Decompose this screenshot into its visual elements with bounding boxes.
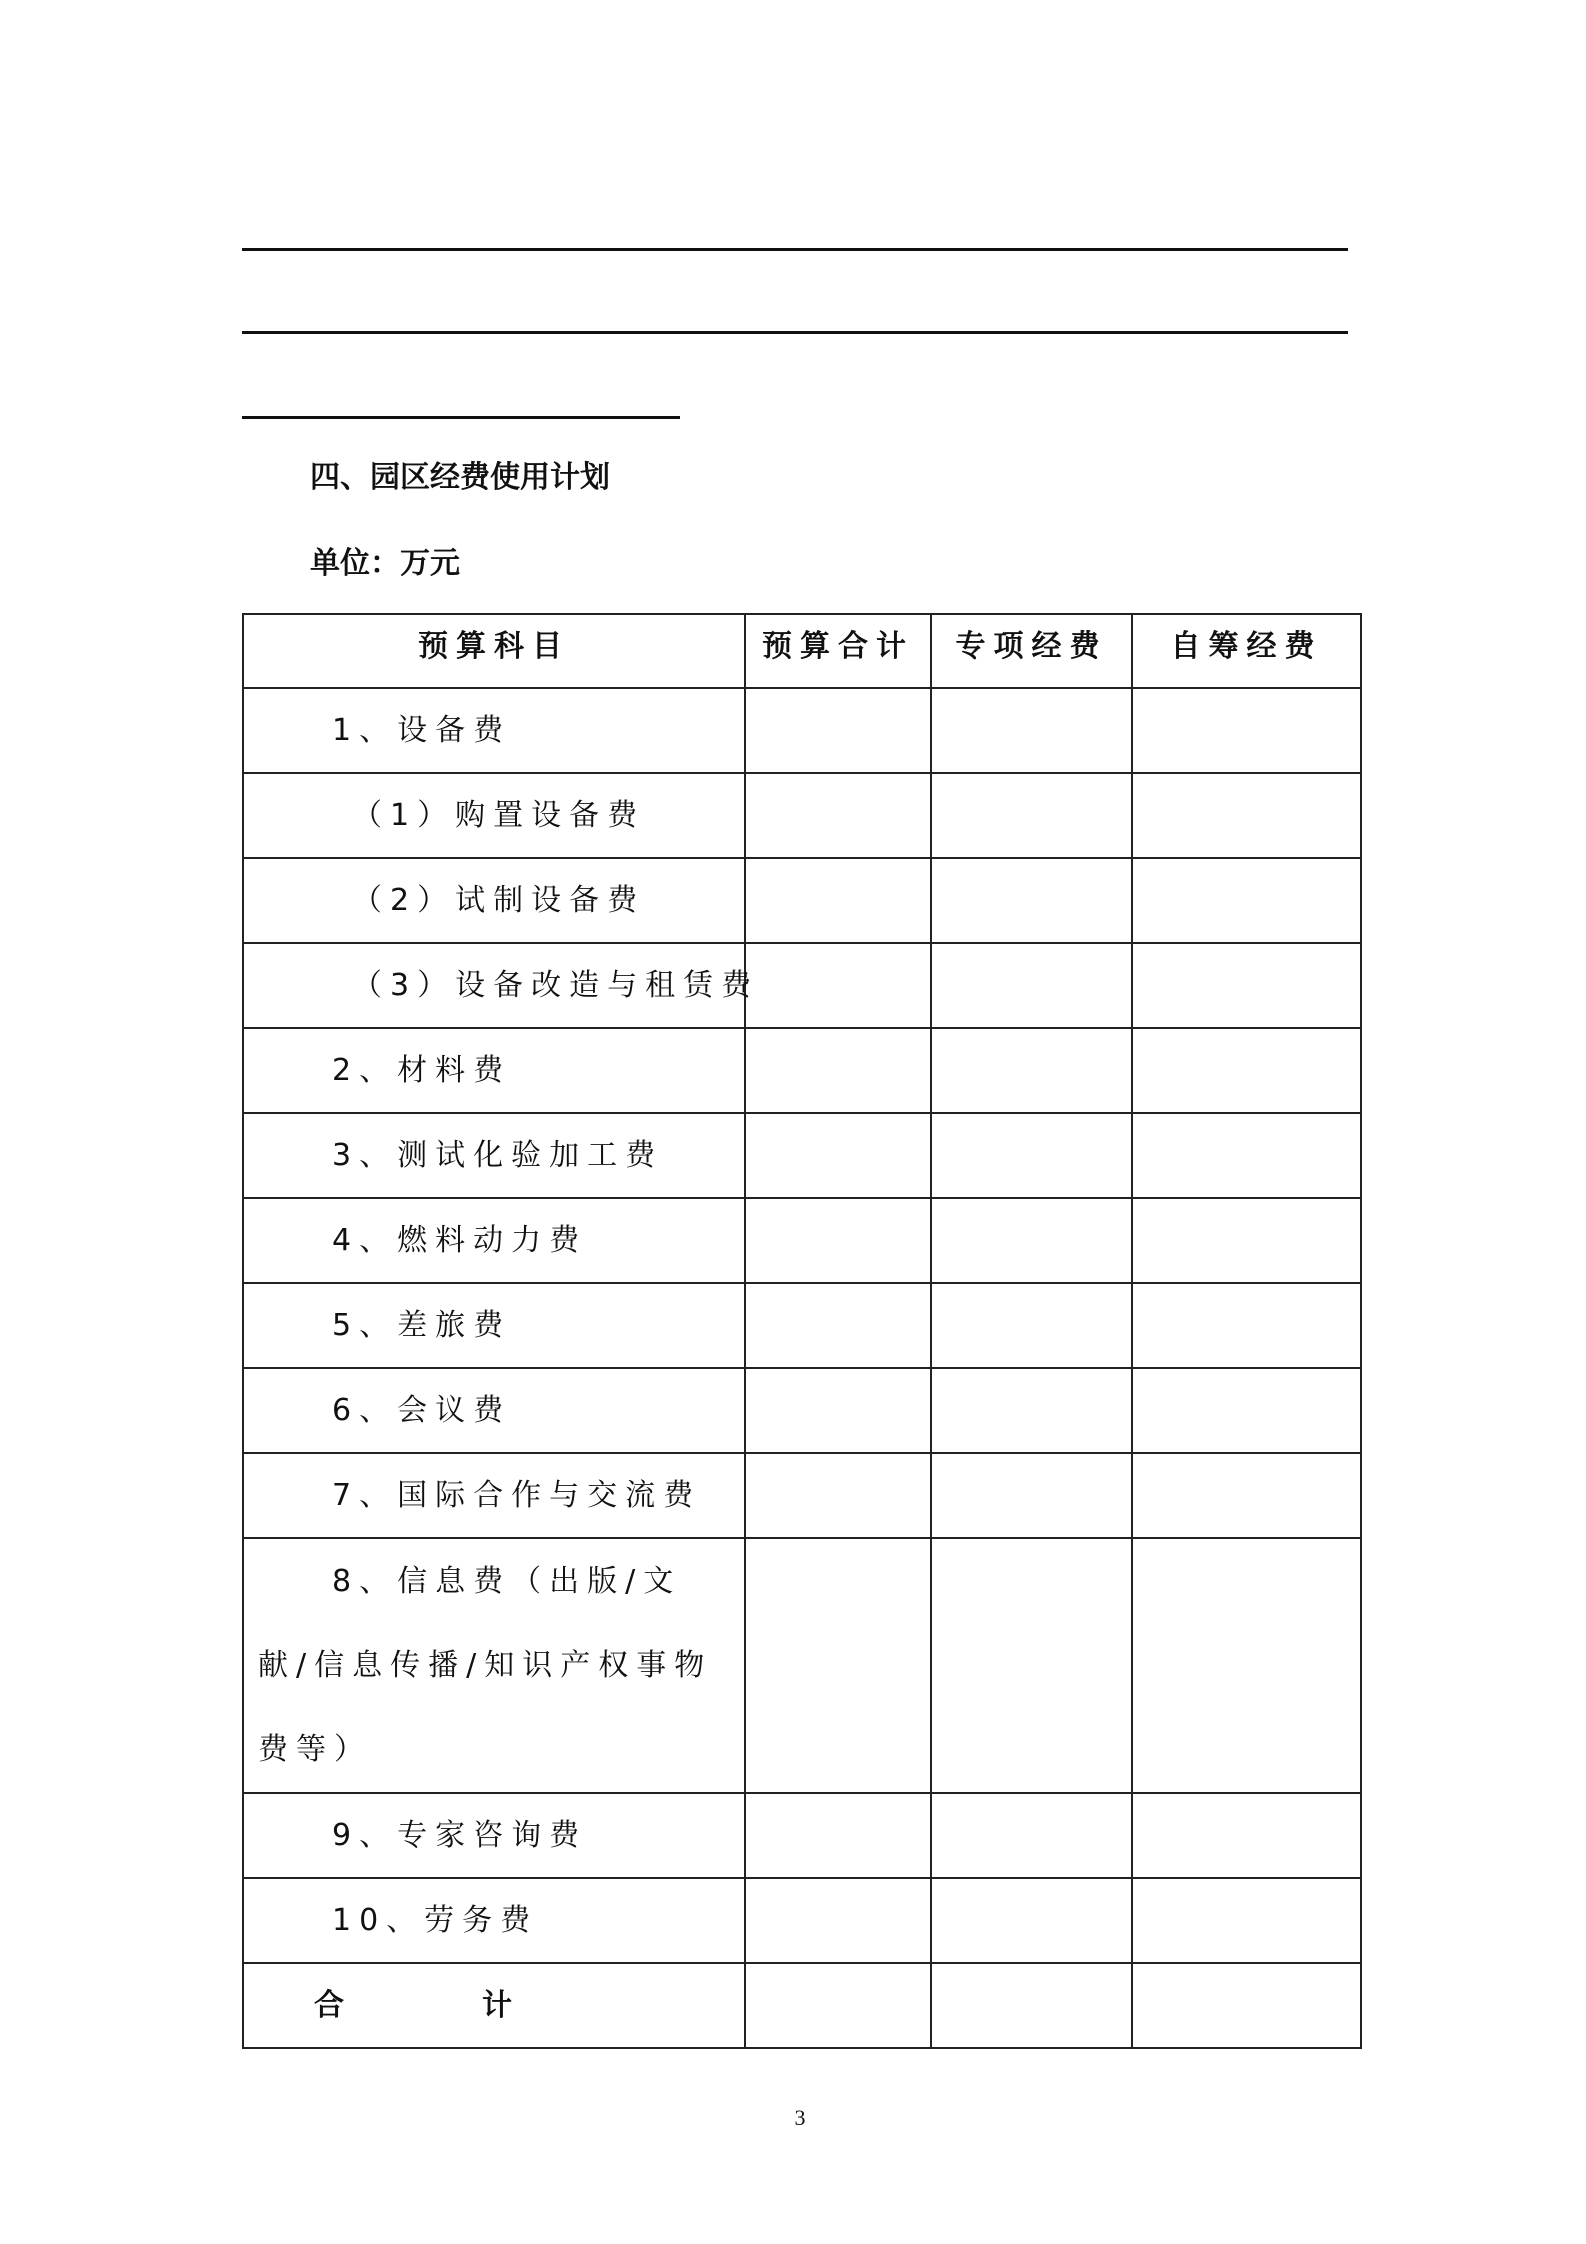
row-item-label-wrapper — [243, 1538, 745, 1793]
header-budget-item: 预算科目 — [243, 614, 745, 688]
table-row — [243, 688, 1361, 773]
table-row — [243, 1538, 1361, 1793]
table-row — [243, 943, 1361, 1028]
self-raised-cell[interactable] — [1132, 1113, 1361, 1198]
special-funds-cell[interactable] — [931, 1963, 1132, 2048]
row-item-label: （2）试制设备费 — [243, 858, 745, 943]
budget-total-cell[interactable] — [745, 1198, 931, 1283]
header-special-funds: 专项经费 — [931, 614, 1132, 688]
budget-total-cell[interactable] — [745, 858, 931, 943]
row-item-label: 7、国际合作与交流费 — [243, 1453, 745, 1538]
page-number: 3 — [794, 2105, 806, 2130]
row-item-label: 4、燃料动力费 — [243, 1198, 745, 1283]
header-self-raised-funds: 自筹经费 — [1132, 614, 1361, 688]
unit-label: 单位：万元 — [310, 546, 460, 581]
budget-total-cell[interactable] — [745, 688, 931, 773]
total-label-right: 计 — [482, 1987, 520, 2023]
special-funds-cell[interactable] — [931, 1453, 1132, 1538]
table-row — [243, 1283, 1361, 1368]
budget-total-cell[interactable] — [745, 1028, 931, 1113]
fill-in-line-3 — [242, 416, 680, 419]
special-funds-cell[interactable] — [931, 773, 1132, 858]
self-raised-cell[interactable] — [1132, 858, 1361, 943]
total-label — [243, 1963, 745, 2048]
table-row — [243, 1453, 1361, 1538]
special-funds-cell[interactable] — [931, 688, 1132, 773]
fill-in-line-2 — [242, 331, 1348, 334]
row-item-label: （3）设备改造与租赁费 — [243, 943, 745, 1028]
special-funds-cell[interactable] — [931, 858, 1132, 943]
row-item-label: 6、会议费 — [243, 1368, 745, 1453]
special-funds-cell[interactable] — [931, 1198, 1132, 1283]
budget-total-cell[interactable] — [745, 1368, 931, 1453]
table-row — [243, 773, 1361, 858]
table-row — [243, 1198, 1361, 1283]
self-raised-cell[interactable] — [1132, 1538, 1361, 1793]
budget-total-cell[interactable] — [745, 1283, 931, 1368]
table-header-row — [243, 614, 1361, 688]
row-item-label: （1）购置设备费 — [243, 773, 745, 858]
special-funds-cell[interactable] — [931, 943, 1132, 1028]
table-row — [243, 1793, 1361, 1878]
table-row — [243, 1113, 1361, 1198]
total-row — [243, 1963, 1361, 2048]
self-raised-cell[interactable] — [1132, 1793, 1361, 1878]
special-funds-cell[interactable] — [931, 1793, 1132, 1878]
special-funds-cell[interactable] — [931, 1878, 1132, 1963]
self-raised-cell[interactable] — [1132, 1878, 1361, 1963]
budget-total-cell[interactable] — [745, 943, 931, 1028]
self-raised-cell[interactable] — [1132, 773, 1361, 858]
self-raised-cell[interactable] — [1132, 1198, 1361, 1283]
row-item-label: 8、信息费（出版/文献/信息传播/知识产权事物费等） — [258, 1563, 713, 1767]
section-heading: 四、园区经费使用计划 — [310, 460, 610, 495]
total-label-left: 合 — [314, 1987, 352, 2023]
special-funds-cell[interactable] — [931, 1538, 1132, 1793]
budget-total-cell[interactable] — [745, 773, 931, 858]
budget-total-cell[interactable] — [745, 1453, 931, 1538]
row-item-label: 10、劳务费 — [243, 1878, 745, 1963]
row-item-label: 5、差旅费 — [243, 1283, 745, 1368]
special-funds-cell[interactable] — [931, 1028, 1132, 1113]
budget-total-cell[interactable] — [745, 1113, 931, 1198]
row-item-label: 2、材料费 — [243, 1028, 745, 1113]
table-row — [243, 858, 1361, 943]
row-item-label: 3、测试化验加工费 — [243, 1113, 745, 1198]
special-funds-cell[interactable] — [931, 1283, 1132, 1368]
header-budget-total: 预算合计 — [745, 614, 931, 688]
table-row — [243, 1878, 1361, 1963]
self-raised-cell[interactable] — [1132, 1453, 1361, 1538]
table-row — [243, 1368, 1361, 1453]
budget-total-cell[interactable] — [745, 1793, 931, 1878]
self-raised-cell[interactable] — [1132, 1283, 1361, 1368]
self-raised-cell[interactable] — [1132, 1028, 1361, 1113]
budget-total-cell[interactable] — [745, 1538, 931, 1793]
special-funds-cell[interactable] — [931, 1113, 1132, 1198]
self-raised-cell[interactable] — [1132, 1368, 1361, 1453]
self-raised-cell[interactable] — [1132, 1963, 1361, 2048]
row-item-label: 9、专家咨询费 — [243, 1793, 745, 1878]
budget-total-cell[interactable] — [745, 1963, 931, 2048]
budget-total-cell[interactable] — [745, 1878, 931, 1963]
self-raised-cell[interactable] — [1132, 943, 1361, 1028]
special-funds-cell[interactable] — [931, 1368, 1132, 1453]
row-item-label: 1、设备费 — [243, 688, 745, 773]
budget-table — [242, 613, 1362, 2049]
fill-in-line-1 — [242, 248, 1348, 251]
table-row — [243, 1028, 1361, 1113]
self-raised-cell[interactable] — [1132, 688, 1361, 773]
